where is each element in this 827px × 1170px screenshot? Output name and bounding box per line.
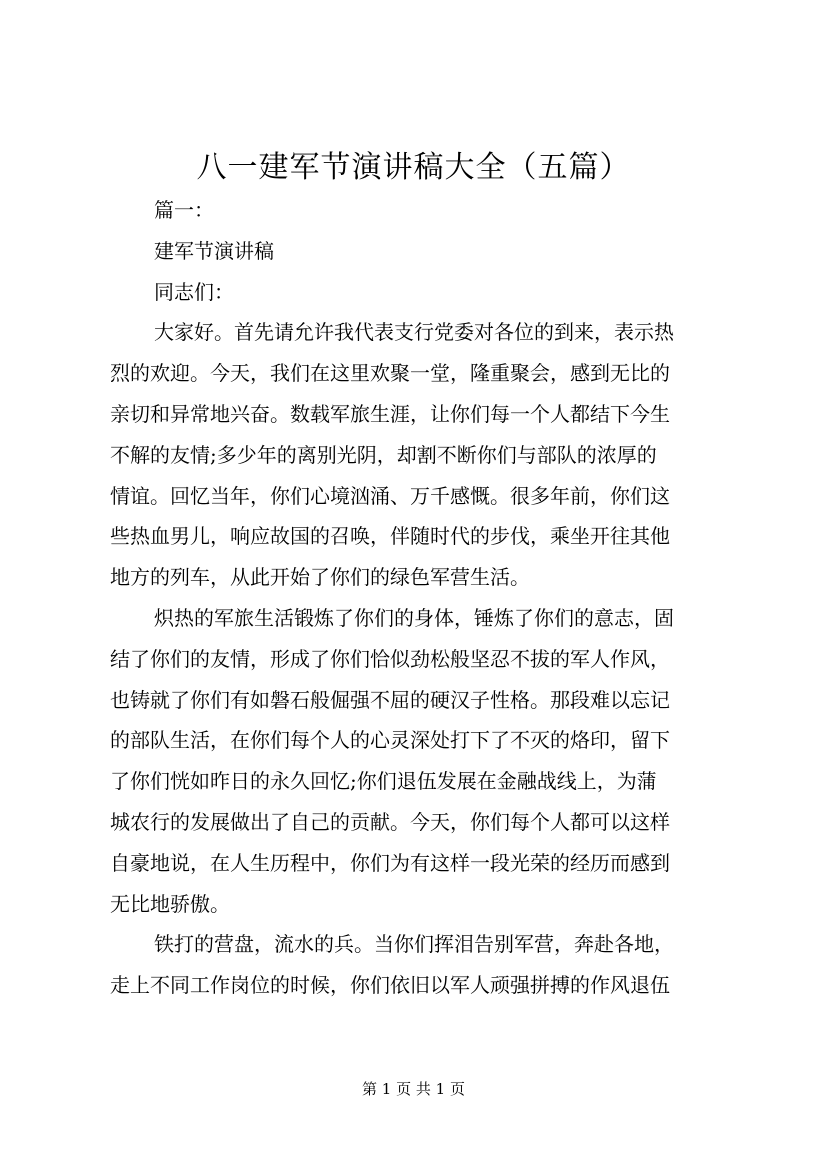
text-line: 情谊。回忆当年，你们心境汹涌、万千感慨。很多年前，你们这 xyxy=(110,483,670,508)
text-line: 结了你们的友情，形成了你们恰似劲松般坚忍不拔的军人作风， xyxy=(110,646,670,671)
text-line: 走上不同工作岗位的时候，你们依旧以军人顽强拼搏的作风退伍 xyxy=(110,973,670,998)
text-line: 同志们： xyxy=(154,279,234,304)
text-line: 地方的列车，从此开始了你们的绿色军营生活。 xyxy=(110,565,530,590)
text-line: 些热血男儿，响应故国的召唤，伴随时代的步伐，乘坐开往其他 xyxy=(110,524,670,549)
text-line: 烈的欢迎。今天，我们在这里欢聚一堂，隆重聚会，感到无比的 xyxy=(110,361,670,386)
text-line: 城农行的发展做出了自己的贡献。今天，你们每个人都可以这样 xyxy=(110,809,670,834)
text-line: 亲切和异常地兴奋。数载军旅生涯，让你们每一个人都结下今生 xyxy=(110,401,670,426)
page-footer: 第 1 页 共 1 页 xyxy=(362,1080,465,1098)
text-line: 了你们恍如昨日的永久回忆;你们退伍发展在金融战线上，为蒲 xyxy=(110,769,657,794)
document-title: 八一建军节演讲稿大全（五篇） xyxy=(196,150,631,185)
text-line: 大家好。首先请允许我代表支行党委对各位的到来，表示热 xyxy=(154,320,674,345)
text-line: 无比地骄傲。 xyxy=(110,891,230,916)
document-body xyxy=(110,190,730,1006)
text-line: 也铸就了你们有如磐石般倔强不屈的硬汉子性格。那段难以忘记 xyxy=(110,687,670,712)
text-line: 自豪地说，在人生历程中，你们为有这样一段光荣的经历而感到 xyxy=(110,850,670,875)
text-line: 的部队生活，在你们每个人的心灵深处打下了不灭的烙印，留下 xyxy=(110,728,670,753)
text-line: 炽热的军旅生活锻炼了你们的身体，锤炼了你们的意志，固 xyxy=(154,605,674,630)
text-line: 篇一： xyxy=(154,198,214,222)
text-line: 铁打的营盘，流水的兵。当你们挥泪告别军营，奔赴各地， xyxy=(154,932,674,957)
text-line: 建军节演讲稿 xyxy=(154,238,274,263)
text-line: 不解的友情;多少年的离别光阴，却割不断你们与部队的浓厚的 xyxy=(110,442,657,467)
